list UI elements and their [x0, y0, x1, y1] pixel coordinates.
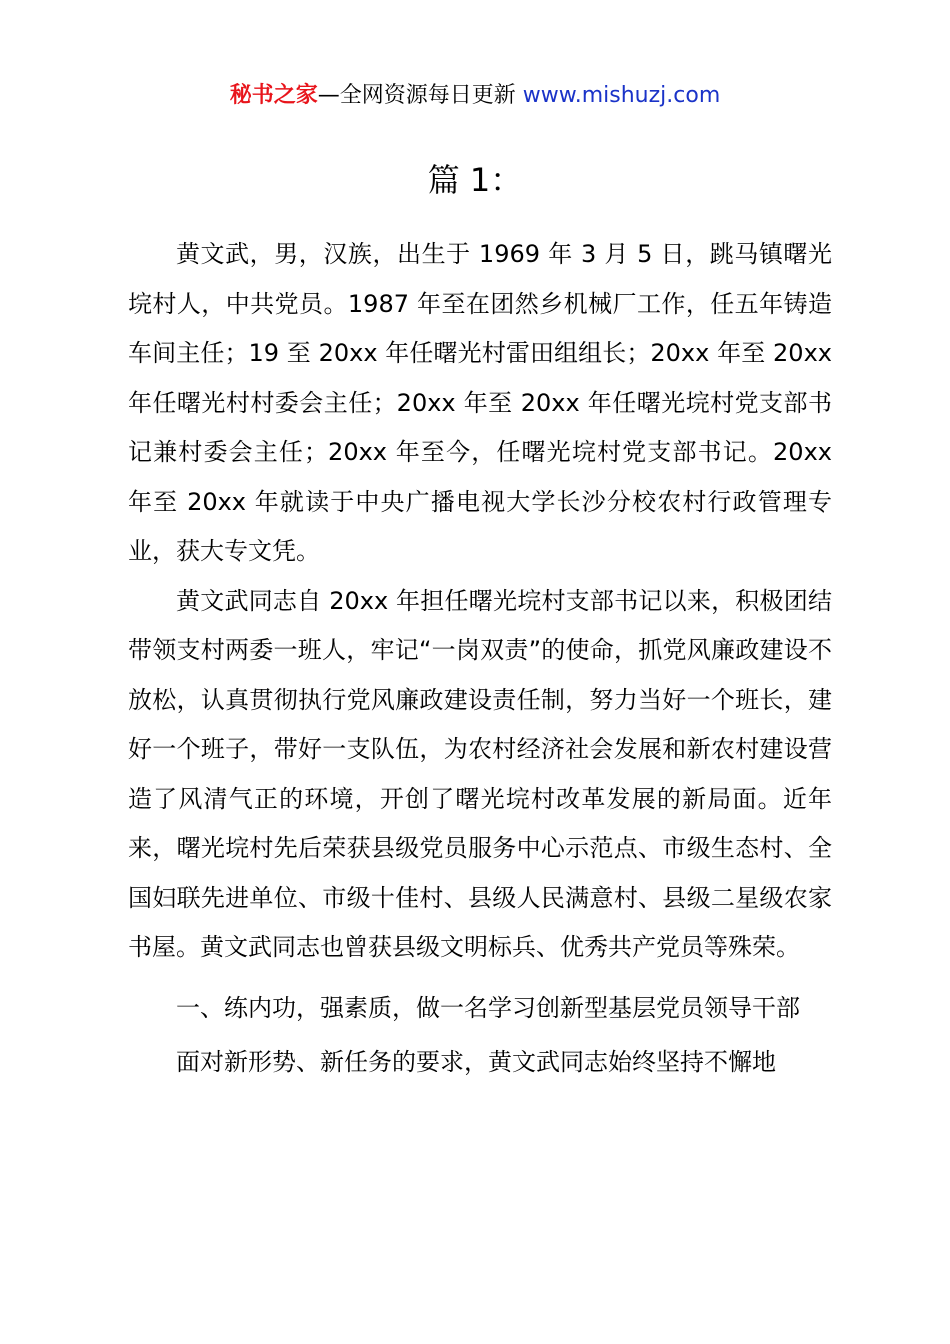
paragraph-biography: 黄文武，男，汉族，出生于 1969 年 3 月 5 日，跳马镇曙光垸村人，中共党员。1987 年至在团然乡机械厂工作，任五年铸造车间主任；19 至 20xx 年任曙光村雷田组组长；20xx 年至 20xx 年任曙光村村委会主任；20xx 年至 20xx 年任曙光垸村党支部书记兼村委会主任；20xx 年至今，任曙光垸村党支部书记。20xx 年至 20xx 年就读于中央广播电视大学长沙分校农村行政管理专业，获大专文凭。 — [128, 240, 832, 565]
paragraph-continued: 面对新形势、新任务的要求，黄文武同志始终坚持不懈地 — [176, 1048, 776, 1076]
paragraph-achievements: 黄文武同志自 20xx 年担任曙光垸村支部书记以来，积极团结带领支村两委一班人，牢记“一岗双责”的使命，抓党风廉政建设不放松，认真贯彻执行党风廉政建设责任制，努力当好一个班长，建好一个班子，带好一支队伍，为农村经济社会发展和新农村建设营造了风清气正的环境，开创了曙光垸村改革发展的新局面。近年来，曙光垸村先后荣获县级党员服务中心示范点、市级生态村、全国妇联先进单位、市级十佳村、县级人民满意村、县级二星级农家书屋。黄文武同志也曾获县级文明标兵、优秀共产党员等殊荣。 — [128, 586, 832, 961]
header-slogan: —全网资源每日更新 — [317, 83, 523, 108]
brand-name: 秘书之家 — [229, 83, 318, 108]
site-url-link[interactable]: www.mishuzj.com — [522, 83, 721, 108]
section-heading: 一、练内功，强素质，做一名学习创新型基层党员领导干部 — [176, 993, 800, 1022]
document-body — [128, 230, 832, 1088]
document-title: 篇 1： — [427, 161, 523, 199]
site-header — [0, 80, 950, 112]
